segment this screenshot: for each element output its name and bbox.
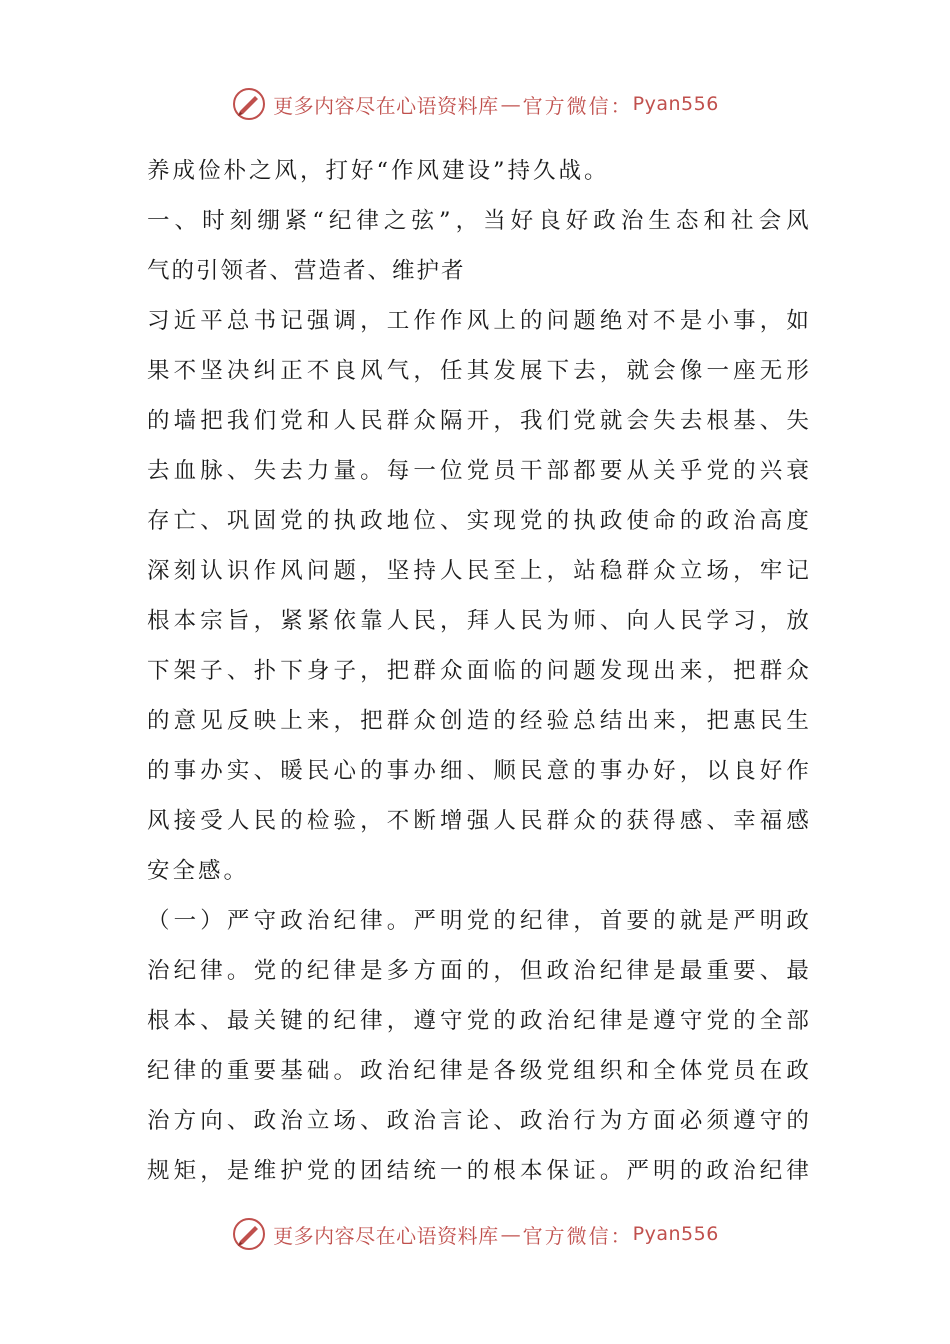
watermark-id: Pyan556 — [632, 1223, 719, 1245]
watermark-separator: — — [500, 92, 521, 116]
text-line: 养成俭朴之风，打好“作风建设”持久战。 — [147, 158, 610, 184]
footer-watermark — [0, 1212, 950, 1256]
text-line: 习 近 平 总 书 记 强 调 ， 工 作 作 风 上 的 问 题 绝 对 不 是 小 事 ， 如 — [147, 308, 809, 334]
watermark-id: Pyan556 — [632, 93, 719, 115]
text-line: 风 接 受 人 民 的 检 验 ， 不 断 增 强 人 民 群 众 的 获 得 感 、 幸 福 感 — [147, 808, 809, 834]
text-line: 去 血 脉 、 失 去 力 量 。 每 一 位 党 员 干 部 都 要 从 关 乎 党 的 兴 衰 — [147, 458, 809, 484]
watermark-brand: 更多内容尽在心语资料库 — [273, 93, 499, 118]
text-line: 的 意 见 反 映 上 来 ， 把 群 众 创 造 的 经 验 总 结 出 来 ， 把 惠 民 生 — [147, 708, 809, 734]
text-line: 的 事 办 实 、 暖 民 心 的 事 办 细 、 顺 民 意 的 事 办 好 ， 以 良 好 作 — [147, 758, 809, 784]
text-line: 根 本 、 最 关 键 的 纪 律 ， 遵 守 党 的 政 治 纪 律 是 遵 守 党 的 全 部 — [147, 1008, 809, 1034]
watermark-separator: — — [500, 1222, 521, 1246]
text-line: 纪 律 的 重 要 基 础 。 政 治 纪 律 是 各 级 党 组 织 和 全 体 党 员 在 政 — [147, 1058, 809, 1084]
text-line: 安全感。 — [147, 858, 250, 884]
pen-logo-icon — [231, 86, 267, 122]
header-watermark — [0, 82, 950, 126]
text-line: 治 方 向 、 政 治 立 场 、 政 治 言 论 、 政 治 行 为 方 面 必 须 遵 守 的 — [147, 1108, 809, 1134]
section-heading-line: 一 、 时 刻 绷 紧 “ 纪 律 之 弦 ” ， 当 好 良 好 政 治 生 态 和 社 会 风 — [147, 208, 809, 234]
document-body — [147, 146, 809, 1196]
text-line: 存 亡 、 巩 固 党 的 执 政 地 位 、 实 现 党 的 执 政 使 命 的 政 治 高 度 — [147, 508, 809, 534]
watermark-brand: 更多内容尽在心语资料库 — [273, 1223, 499, 1248]
subsection-line: （ 一 ） 严 守 政 治 纪 律 。 严 明 党 的 纪 律 ， 首 要 的 就 是 严 明 政 — [147, 908, 809, 934]
text-line: 下 架 子 、 扑 下 身 子 ， 把 群 众 面 临 的 问 题 发 现 出 来 ， 把 群 众 — [147, 658, 809, 684]
text-line: 的 墙 把 我 们 党 和 人 民 群 众 隔 开 ， 我 们 党 就 会 失 去 根 基 、 失 — [147, 408, 809, 434]
section-heading-line: 气的引领者、营造者、维护者 — [147, 258, 466, 284]
watermark-label: 官方微信： — [522, 93, 633, 118]
pen-logo-icon — [231, 1216, 267, 1252]
text-line: 规 矩 ， 是 维 护 党 的 团 结 统 一 的 根 本 保 证 。 严 明 的 政 治 纪 律 — [147, 1158, 809, 1184]
text-line: 深 刻 认 识 作 风 问 题 ， 坚 持 人 民 至 上 ， 站 稳 群 众 立 场 ， 牢 记 — [147, 558, 809, 584]
watermark-label: 官方微信： — [522, 1223, 633, 1248]
text-line: 果 不 坚 决 纠 正 不 良 风 气 ， 任 其 发 展 下 去 ， 就 会 像 一 座 无 形 — [147, 358, 809, 384]
text-line: 根 本 宗 旨 ， 紧 紧 依 靠 人 民 ， 拜 人 民 为 师 、 向 人 民 学 习 ， 放 — [147, 608, 809, 634]
text-line: 治 纪 律 。 党 的 纪 律 是 多 方 面 的 ， 但 政 治 纪 律 是 最 重 要 、 最 — [147, 958, 809, 984]
